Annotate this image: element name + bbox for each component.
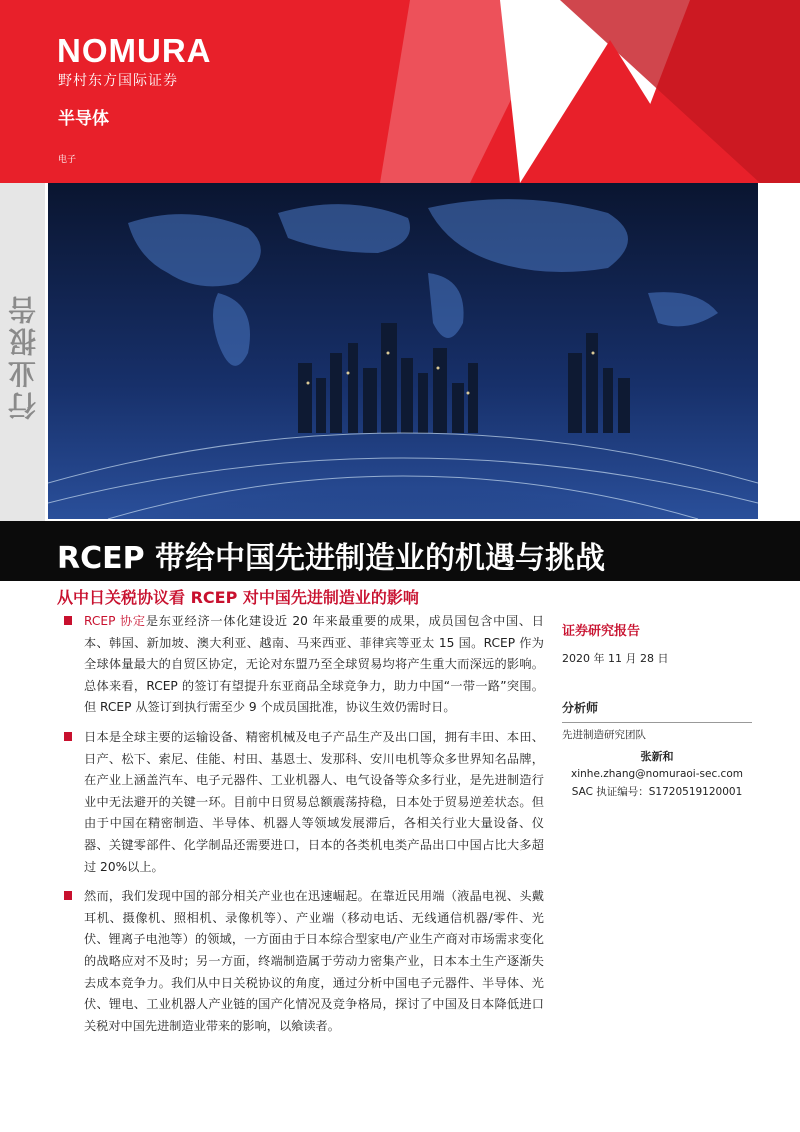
bullet-lead: RCEP 协定 <box>84 614 146 628</box>
analyst-heading: 分析师 <box>562 701 599 715</box>
bullet-marker <box>64 616 72 625</box>
bullet-text: 日本是全球主要的运输设备、精密机械及电子产品生产及出口国，拥有丰田、本田、日产、松下、索尼、佳能、村田、基恩士、发那科、安川电机等众多世界知名品牌，在产业上涵盖汽车、电子元器件、工业机器人、电气设备等众多行业，是先进制造行业中无法避开的关键一环。目前中日贸易总额震荡持稳，日本处于贸易逆差状态。但由于中国在精密制造、半导体、机器人等领域发展滞后，各相关行业大量设备、仪器、关键零部件、化学制品还需要进口，日本的各类机电类产品出口中国占比大多超过 20%以上。 <box>84 729 544 874</box>
header-triangles <box>0 0 800 183</box>
report-date: 2020 年 11 月 28 日 <box>562 652 669 665</box>
research-team: 先进制造研究团队 <box>562 729 646 741</box>
nomura-logo: NOMURA <box>57 32 212 69</box>
analyst-name: 张新和 <box>640 750 674 763</box>
report-subtitle: 从中日关税协议看 RCEP 对中国先进制造业的影响 <box>57 588 419 607</box>
sac-number: SAC 执证编号：S1720519120001 <box>571 786 743 798</box>
report-type-label: 证券研究报告 <box>562 624 641 639</box>
report-header <box>0 0 800 183</box>
summary-bullets <box>64 611 544 1045</box>
report-info-panel <box>562 620 752 799</box>
bullet-marker <box>64 891 72 900</box>
summary-bullet <box>64 886 544 1037</box>
hero-image <box>48 183 758 519</box>
bullet-text: 是东亚经济一体化建设近 20 年来最重要的成果，成员国包含中国、日本、韩国、新加坡、澳大利亚、越南、马来西亚、菲律宾等亚太 15 国。RCEP 作为全球体量最大的自贸区协定，无论对东盟乃至全球贸易均将产生重大而深远的影响。总体来看，RCEP 的签订有望提升东亚商品全球竞争力，助力中国“一带一路”突围。但 RCEP 从签订到执行需至少 9 个成员国批准，协议生效仍需时日。 <box>84 614 544 715</box>
report-type-vertical: 行业报告 <box>7 292 40 420</box>
summary-bullet <box>64 611 544 719</box>
bullet-text: 然而，我们发现中国的部分相关产业也在迅速崛起。在靠近民用端（液晶电视、头戴耳机、摄像机、照相机、录像机等）、产业端（移动电话、无线通信机器/零件、光伏、锂离子电池等）的领域，一方面由于日本综合型家电/产业生产商对市场需求变化的战略应对不及时；另一方面，终端制造属于劳动力密集产业，日本本土生产逐渐失去成本竞争力。我们从中日关税协议的角度，通过分析中国电子元器件、半导体、光伏、锂电、工业机器人产业链的国产化情况及竞争格局，探讨了中国及日本降低进口关税对中国先进制造业带来的影响，以飨读者。 <box>84 889 544 1033</box>
summary-bullet <box>64 727 544 878</box>
company-name-cn: 野村东方国际证券 <box>58 73 178 89</box>
bullet-marker <box>64 732 72 741</box>
sub-sector-label: 电子 <box>58 155 77 165</box>
sector-label: 半导体 <box>58 109 109 129</box>
report-title: RCEP 带给中国先进制造业的机遇与挑战 <box>57 541 606 576</box>
analyst-email[interactable]: xinhe.zhang@nomuraoi-sec.com <box>571 768 743 780</box>
divider <box>562 722 752 723</box>
globe-skyline-illustration <box>48 183 758 519</box>
